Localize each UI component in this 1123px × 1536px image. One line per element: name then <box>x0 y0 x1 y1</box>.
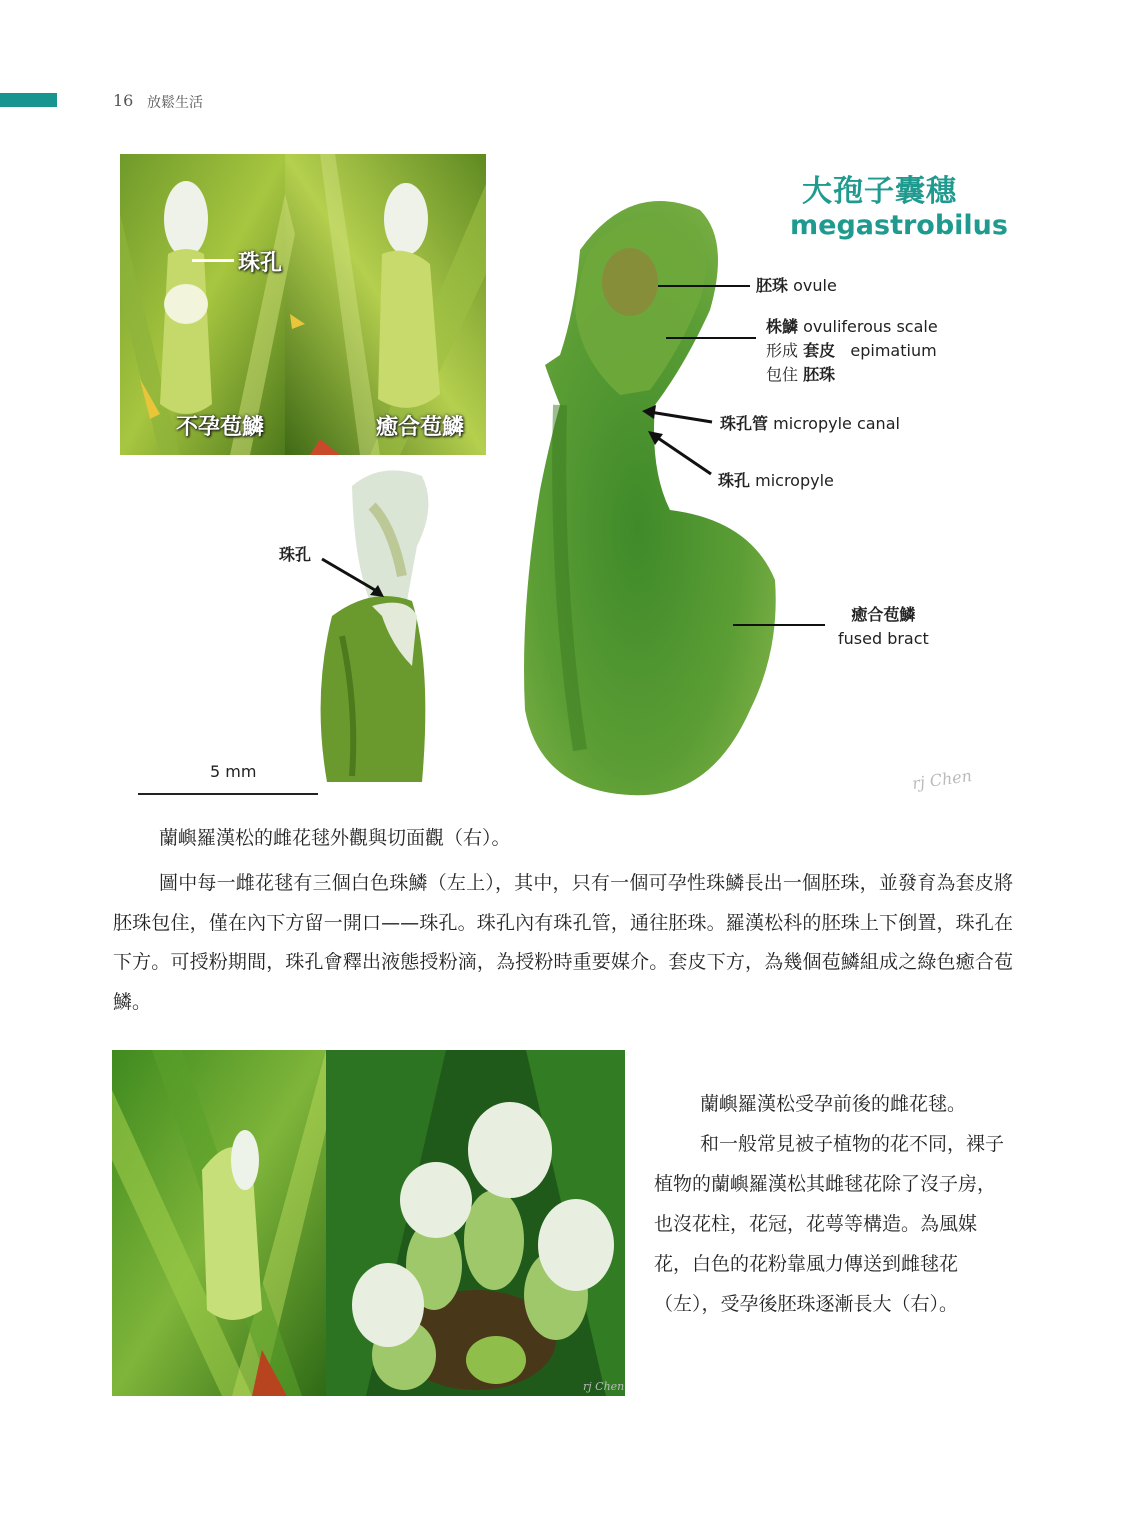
pointer-fused-bract <box>733 624 825 626</box>
section-title: 放鬆生活 <box>147 95 203 111</box>
scale-label: 5 mm <box>210 762 257 781</box>
pointer-ovuliferous <box>666 337 756 339</box>
signature-figure2: rj Chen <box>583 1380 625 1393</box>
title-megastrobilus-cn: 大孢子囊穗 <box>802 174 957 209</box>
page-number: 16 <box>113 91 134 110</box>
label-sterile-bract: 不孕苞鱗 <box>176 415 265 440</box>
arrow-micropyle <box>645 428 715 478</box>
label-ovule: 胚珠 ovule <box>756 276 837 295</box>
photo-before-pollination <box>112 1050 326 1396</box>
arrow-zhukong-top <box>192 259 234 262</box>
label-zhukong-mid: 珠孔 <box>279 545 312 564</box>
arrow-zhukong-mid <box>318 555 388 600</box>
figure2-caption: 蘭嶼羅漢松受孕前後的雌花毬。 <box>700 1093 967 1115</box>
header-accent-bar <box>0 93 57 107</box>
signature-figure1: rj Chen <box>910 765 974 794</box>
label-micropyle-canal: 珠孔管 micropyle canal <box>720 414 900 433</box>
scale-bar <box>138 793 318 795</box>
label-micropyle: 珠孔 micropyle <box>718 471 834 490</box>
photo-strobilus-single <box>312 466 436 782</box>
photo-after-pollination <box>326 1050 625 1396</box>
figure2-description: 和一般常見被子植物的花不同，裸子植物的蘭嶼羅漢松其雌毬花除了沒子房，也沒花柱，花冠，花萼等構造。為風媒花，白色的花粉靠風力傳送到雌毬花（左），受孕後胚珠逐漸長大（右）。 <box>654 1133 1005 1315</box>
label-zhukong-top: 珠孔 <box>238 251 283 276</box>
photo-cross-section <box>520 190 780 804</box>
label-ovuliferous-scale: 株鱗 ovuliferous scale 形成 套皮 epimatium 包住 胚珠 <box>766 317 938 384</box>
pointer-ovule <box>658 285 750 287</box>
title-megastrobilus-en: megastrobilus <box>790 210 1008 241</box>
label-fused-bract: 癒合苞鱗 fused bract <box>838 605 929 648</box>
label-fused-bract-photo: 癒合苞鱗 <box>376 415 465 440</box>
arrow-micropyle-canal <box>640 400 715 430</box>
body-paragraph: 圖中每一雌花毬有三個白色珠鱗（左上），其中，只有一個可孕性珠鱗長出一個胚珠，並發育為套皮將胚珠包住，僅在內下方留一開口——珠孔。珠孔內有珠孔管，通往胚珠。羅漢松科的胚珠上下倒置，珠孔在下方。可授粉期間，珠孔會釋出液態授粉滴，為授粉時重要媒介。套皮下方，為幾個苞鱗組成之綠色癒合苞鱗。 <box>113 872 1013 1013</box>
figure2-text <box>654 1084 1014 1324</box>
figure1-caption: 蘭嶼羅漢松的雌花毬外觀與切面觀（右）。 <box>159 827 511 849</box>
